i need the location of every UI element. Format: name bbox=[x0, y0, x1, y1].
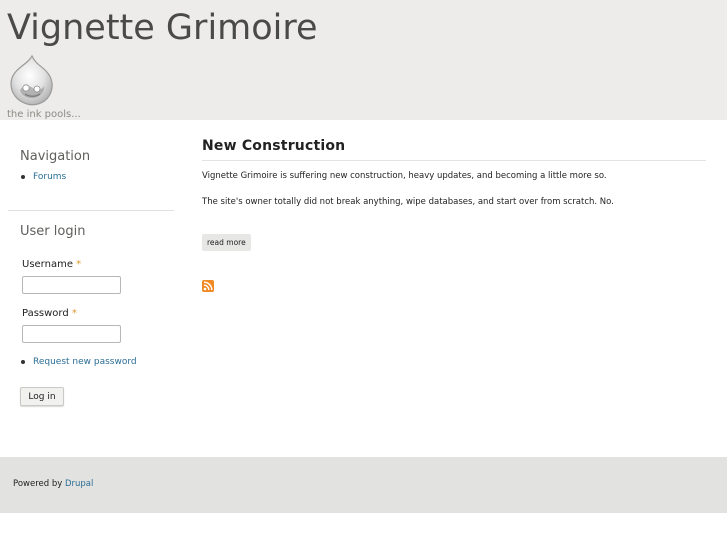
node-body-paragraph: Vignette Grimoire is suffering new construction, heavy updates, and becoming a little more so. bbox=[202, 171, 607, 181]
site-name-link[interactable]: Vignette Grimoire bbox=[7, 8, 318, 48]
request-new-password-link[interactable]: Request new password bbox=[33, 357, 137, 367]
username-label bbox=[22, 259, 81, 270]
required-marker: * bbox=[76, 259, 82, 270]
sidebar-divider bbox=[8, 210, 174, 211]
password-label bbox=[22, 308, 77, 319]
navigation-menu bbox=[21, 172, 66, 182]
site-footer bbox=[0, 457, 727, 513]
nav-link-forums[interactable]: Forums bbox=[33, 172, 67, 182]
footer-text bbox=[13, 479, 93, 489]
username-input[interactable] bbox=[22, 276, 121, 294]
log-in-button[interactable]: Log in bbox=[20, 387, 64, 406]
request-password-item[interactable] bbox=[21, 357, 137, 367]
read-more-button[interactable]: read more bbox=[202, 234, 251, 251]
site-header bbox=[0, 0, 727, 120]
drupal-logo-icon[interactable] bbox=[9, 54, 55, 106]
node-body-paragraph: The site's owner totally did not break anything, wipe databases, and start over from scratch. No. bbox=[202, 197, 614, 207]
title-divider bbox=[202, 160, 706, 161]
required-marker: * bbox=[71, 308, 77, 319]
username-label-text: Username bbox=[22, 259, 73, 270]
bullet-icon bbox=[21, 175, 25, 179]
powered-by-text: Powered by bbox=[13, 479, 63, 489]
password-input[interactable] bbox=[22, 325, 121, 343]
drupal-link[interactable]: Drupal bbox=[64, 479, 94, 489]
site-slogan: the ink pools... bbox=[7, 109, 81, 120]
node-title[interactable]: New Construction bbox=[202, 138, 346, 154]
user-login-block-title: User login bbox=[20, 224, 86, 239]
bullet-icon bbox=[21, 360, 25, 364]
rss-feed-icon[interactable] bbox=[202, 277, 214, 289]
navigation-block-title: Navigation bbox=[20, 149, 91, 164]
login-links bbox=[21, 357, 137, 367]
password-label-text: Password bbox=[22, 308, 69, 319]
nav-item-forums[interactable] bbox=[21, 172, 66, 182]
